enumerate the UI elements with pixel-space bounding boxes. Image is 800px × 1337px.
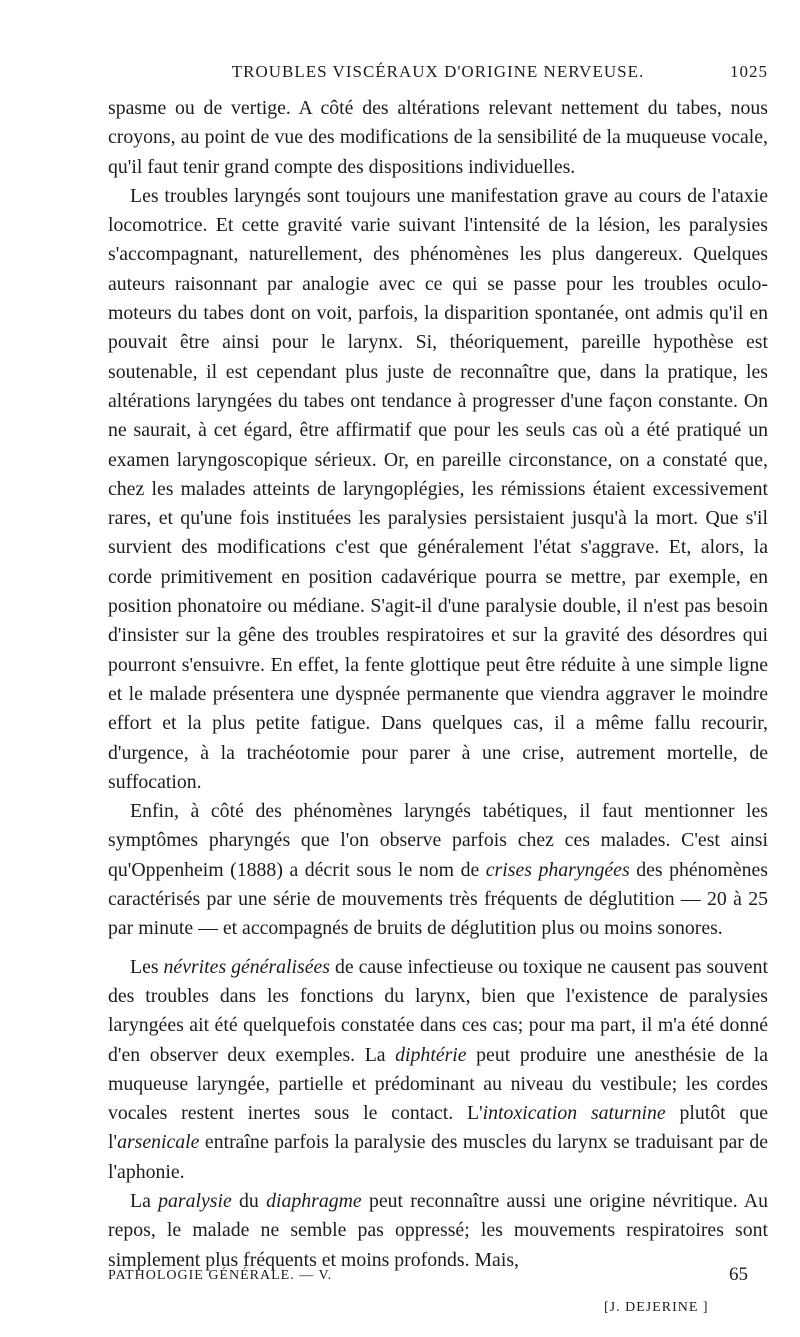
paragraph-text: plutôt que l' [108,1102,768,1154]
italic-term: paralysie [158,1189,232,1212]
paragraph [108,94,768,182]
paragraph [108,797,768,943]
body-text [108,94,768,1275]
italic-term: intoxication saturnine [482,1102,666,1125]
italic-term: diaphragme [266,1189,362,1212]
italic-term: névrites généralisées [163,955,330,978]
page-number: 1025 [730,62,768,81]
running-head [108,62,768,88]
italic-term: crises pharyngées [485,858,630,881]
paragraph-text: entraîne parfois la paralysie des muscles du larynx se traduisant par de l'aphonie. [108,1131,768,1183]
paragraph [108,1187,768,1275]
italic-term: arsenicale [117,1131,200,1154]
paragraph-text: des phénomènes caractérisés par une série de mouvements très fréquents de déglutition — 20 à 25 par minute — et accompagnés de bruits de déglutition plus ou moins sonores. [108,858,768,940]
paragraph-text: Les [130,955,164,978]
paragraph-text: spasme ou de vertige. A côté des altérations relevant nettement du tabes, nous croyons, au point de vue des modifications de la sensibilité de la muqueuse vocale, qu'il faut tenir grand compte des dispositions individuelles. [108,97,768,178]
paragraph-text: peut produire une anesthésie de la muqueuse laryngée, partielle et prédominant au niveau du vestibule; les cordes vocales restent inertes sous le contact. L' [108,1043,768,1125]
paragraph-text: du [231,1189,267,1212]
paragraph-text: de cause infectieuse ou toxique ne causent pas souvent des troubles dans les fonctions du larynx, bien que l'existence de paralysies laryngées ait été quelquefois constatée dans ces cas; pour ma part, il m'a été donné d'en observer deux exemples. La [108,955,768,1066]
italic-term: diphtérie [395,1043,467,1066]
paragraph-text: Enfin, à côté des phénomènes laryngés tabétiques, il faut mentionner les symptômes pharyngés que l'on observe parfois chez ces malades. C'est ainsi qu'Oppenheim (1888) a décrit sous le nom de [108,800,768,881]
paragraph [108,182,768,797]
paragraph-text: La [130,1189,159,1212]
footer-volume-label: PATHOLOGIE GÉNÉRALE. — V. [108,1268,333,1283]
signature-mark: 65 [729,1264,748,1285]
paragraph [108,953,768,1187]
paragraph-text: Les troubles laryngés sont toujours une manifestation grave au cours de l'ataxie locomotrice. Et cette gravité varie suivant l'intensité de la lésion, les paralysies s'accompagnant, naturellement, des phénomènes les plus dangereux. Quelques auteurs raisonnant par analogie avec ce qui se passe pour les troubles oculo-moteurs du tabes dont on voit, parfois, la disparition spontanée, ont admis qu'il en pouvait être ainsi pour le larynx. Si, théoriquement, pareille hypothèse est soutenable, il est cependant plus juste de reconnaître que, dans la pratique, les altérations laryngées du tabes ont tendance à progresser d'une façon constante. On ne saurait, à cet égard, être affirmatif que pour les seuls cas où a été pratiqué un examen laryngoscopique sérieux. Or, en pareille circonstance, on a constaté que, chez les malades atteints de laryngoplégies, les rémissions étaient excessivement rares, et qu'une fois instituées les paralysies persistaient jusqu'à la mort. Que s'il survient des modifications c'est que généralement l'état s'aggrave. Et, alors, la corde primitivement en position cadavérique pourra se mettre, par exemple, en position phonatoire ou médiane. S'agit-il d'une paralysie double, il n'est pas besoin d'insister sur la gêne des troubles respiratoires et sur la gravité des désordres qui pourront s'ensuivre. En effet, la fente glottique peut être réduite à une simple ligne et le malade présentera une dyspnée permanente que viendra aggraver le moindre effort et la plus petite fatigue. Dans quelques cas, il a même fallu recourir, d'urgence, à la trachéotomie pour parer à une crise, autrement mortelle, de suffocation. [108,184,768,793]
running-title: TROUBLES VISCÉRAUX D'ORIGINE NERVEUSE. [231,62,645,81]
author-signature: [J. DEJERINE ] [604,1300,709,1315]
page-footer [108,1264,768,1290]
paragraph-text: peut reconnaître aussi une origine névritique. Au repos, le malade ne semble pas oppressé; les mouvements respiratoires sont simplement plus fréquents et moins profonds. Mais, [108,1189,769,1271]
